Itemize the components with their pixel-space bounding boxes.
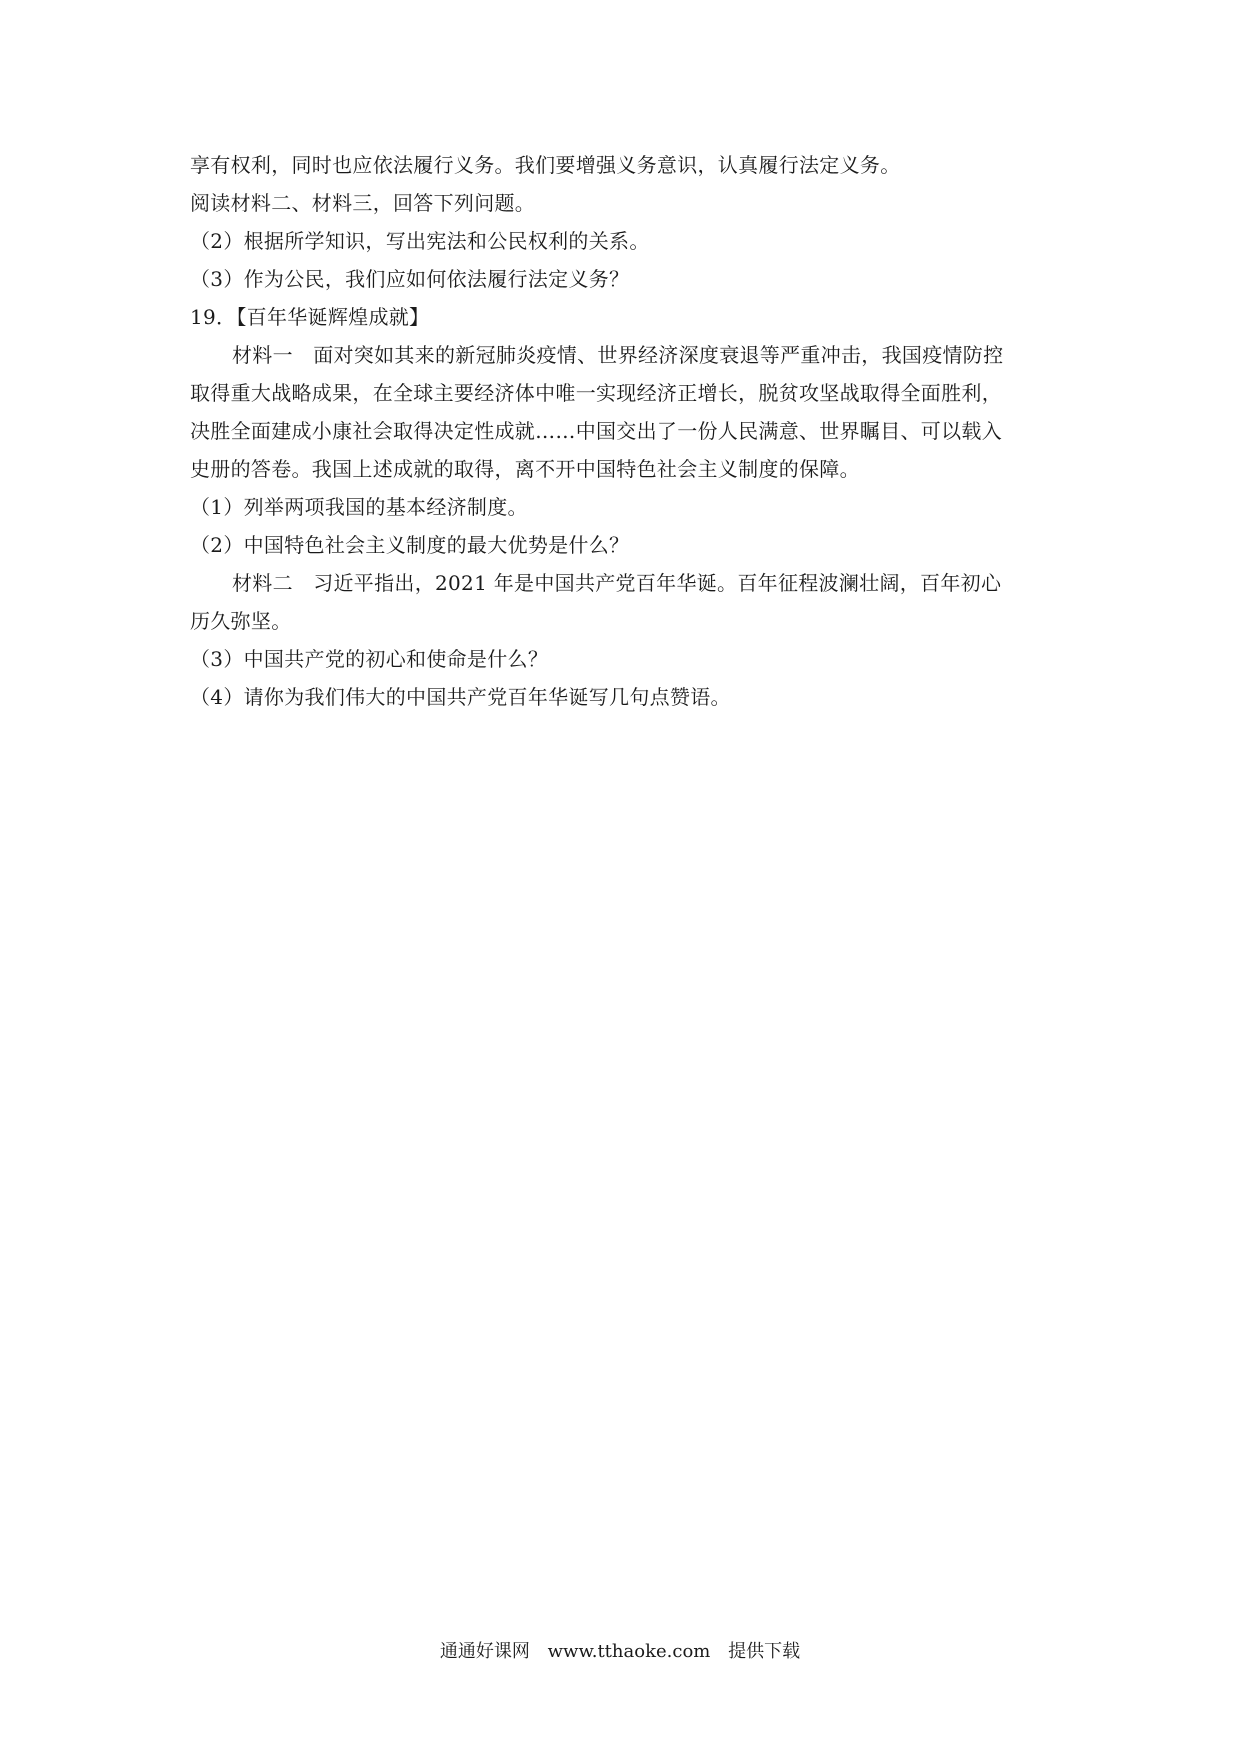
page-footer bbox=[0, 1640, 1240, 1664]
question-19-heading: 19．【百年华诞辉煌成就】 bbox=[190, 305, 430, 329]
material-two bbox=[190, 564, 1060, 640]
footer-url: www.tthaoke.com bbox=[547, 1641, 711, 1662]
question-19-1: （1）列举两项我国的基本经济制度。 bbox=[190, 495, 528, 519]
material-one-line: 取得重大战略成果，在全球主要经济体中唯一实现经济正增长，脱贫攻坚战取得全面胜利， bbox=[190, 381, 1002, 405]
text-line: 享有权利，同时也应依法履行义务。我们要增强义务意识，认真履行法定义务。 bbox=[190, 153, 901, 177]
footer-action: 提供下载 bbox=[728, 1641, 801, 1662]
document-body bbox=[190, 146, 1060, 716]
material-two-line: 材料二 习近平指出，2021 年是中国共产党百年华诞。百年征程波澜壮阔，百年初心 bbox=[232, 571, 1002, 595]
material-one bbox=[190, 336, 1060, 488]
material-one-line: 史册的答卷。我国上述成就的取得，离不开中国特色社会主义制度的保障。 bbox=[190, 457, 860, 481]
question-19-2: （2）中国特色社会主义制度的最大优势是什么？ bbox=[190, 533, 630, 557]
question-19-4: （4）请你为我们伟大的中国共产党百年华诞写几句点赞语。 bbox=[190, 685, 731, 709]
footer-site-name: 通通好课网 bbox=[439, 1641, 530, 1662]
question-19-3: （3）中国共产党的初心和使命是什么？ bbox=[190, 647, 549, 671]
question-2: （2）根据所学知识，写出宪法和公民权利的关系。 bbox=[190, 229, 650, 253]
material-one-line: 材料一 面对突如其来的新冠肺炎疫情、世界经济深度衰退等严重冲击，我国疫情防控 bbox=[232, 343, 1004, 367]
question-3: （3）作为公民，我们应如何依法履行法定义务？ bbox=[190, 267, 630, 291]
instruction-line: 阅读材料二、材料三，回答下列问题。 bbox=[190, 191, 536, 215]
material-one-line: 决胜全面建成小康社会取得决定性成就……中国交出了一份人民满意、世界瞩目、可以载入 bbox=[190, 419, 1002, 443]
material-two-line: 历久弥坚。 bbox=[190, 609, 292, 633]
